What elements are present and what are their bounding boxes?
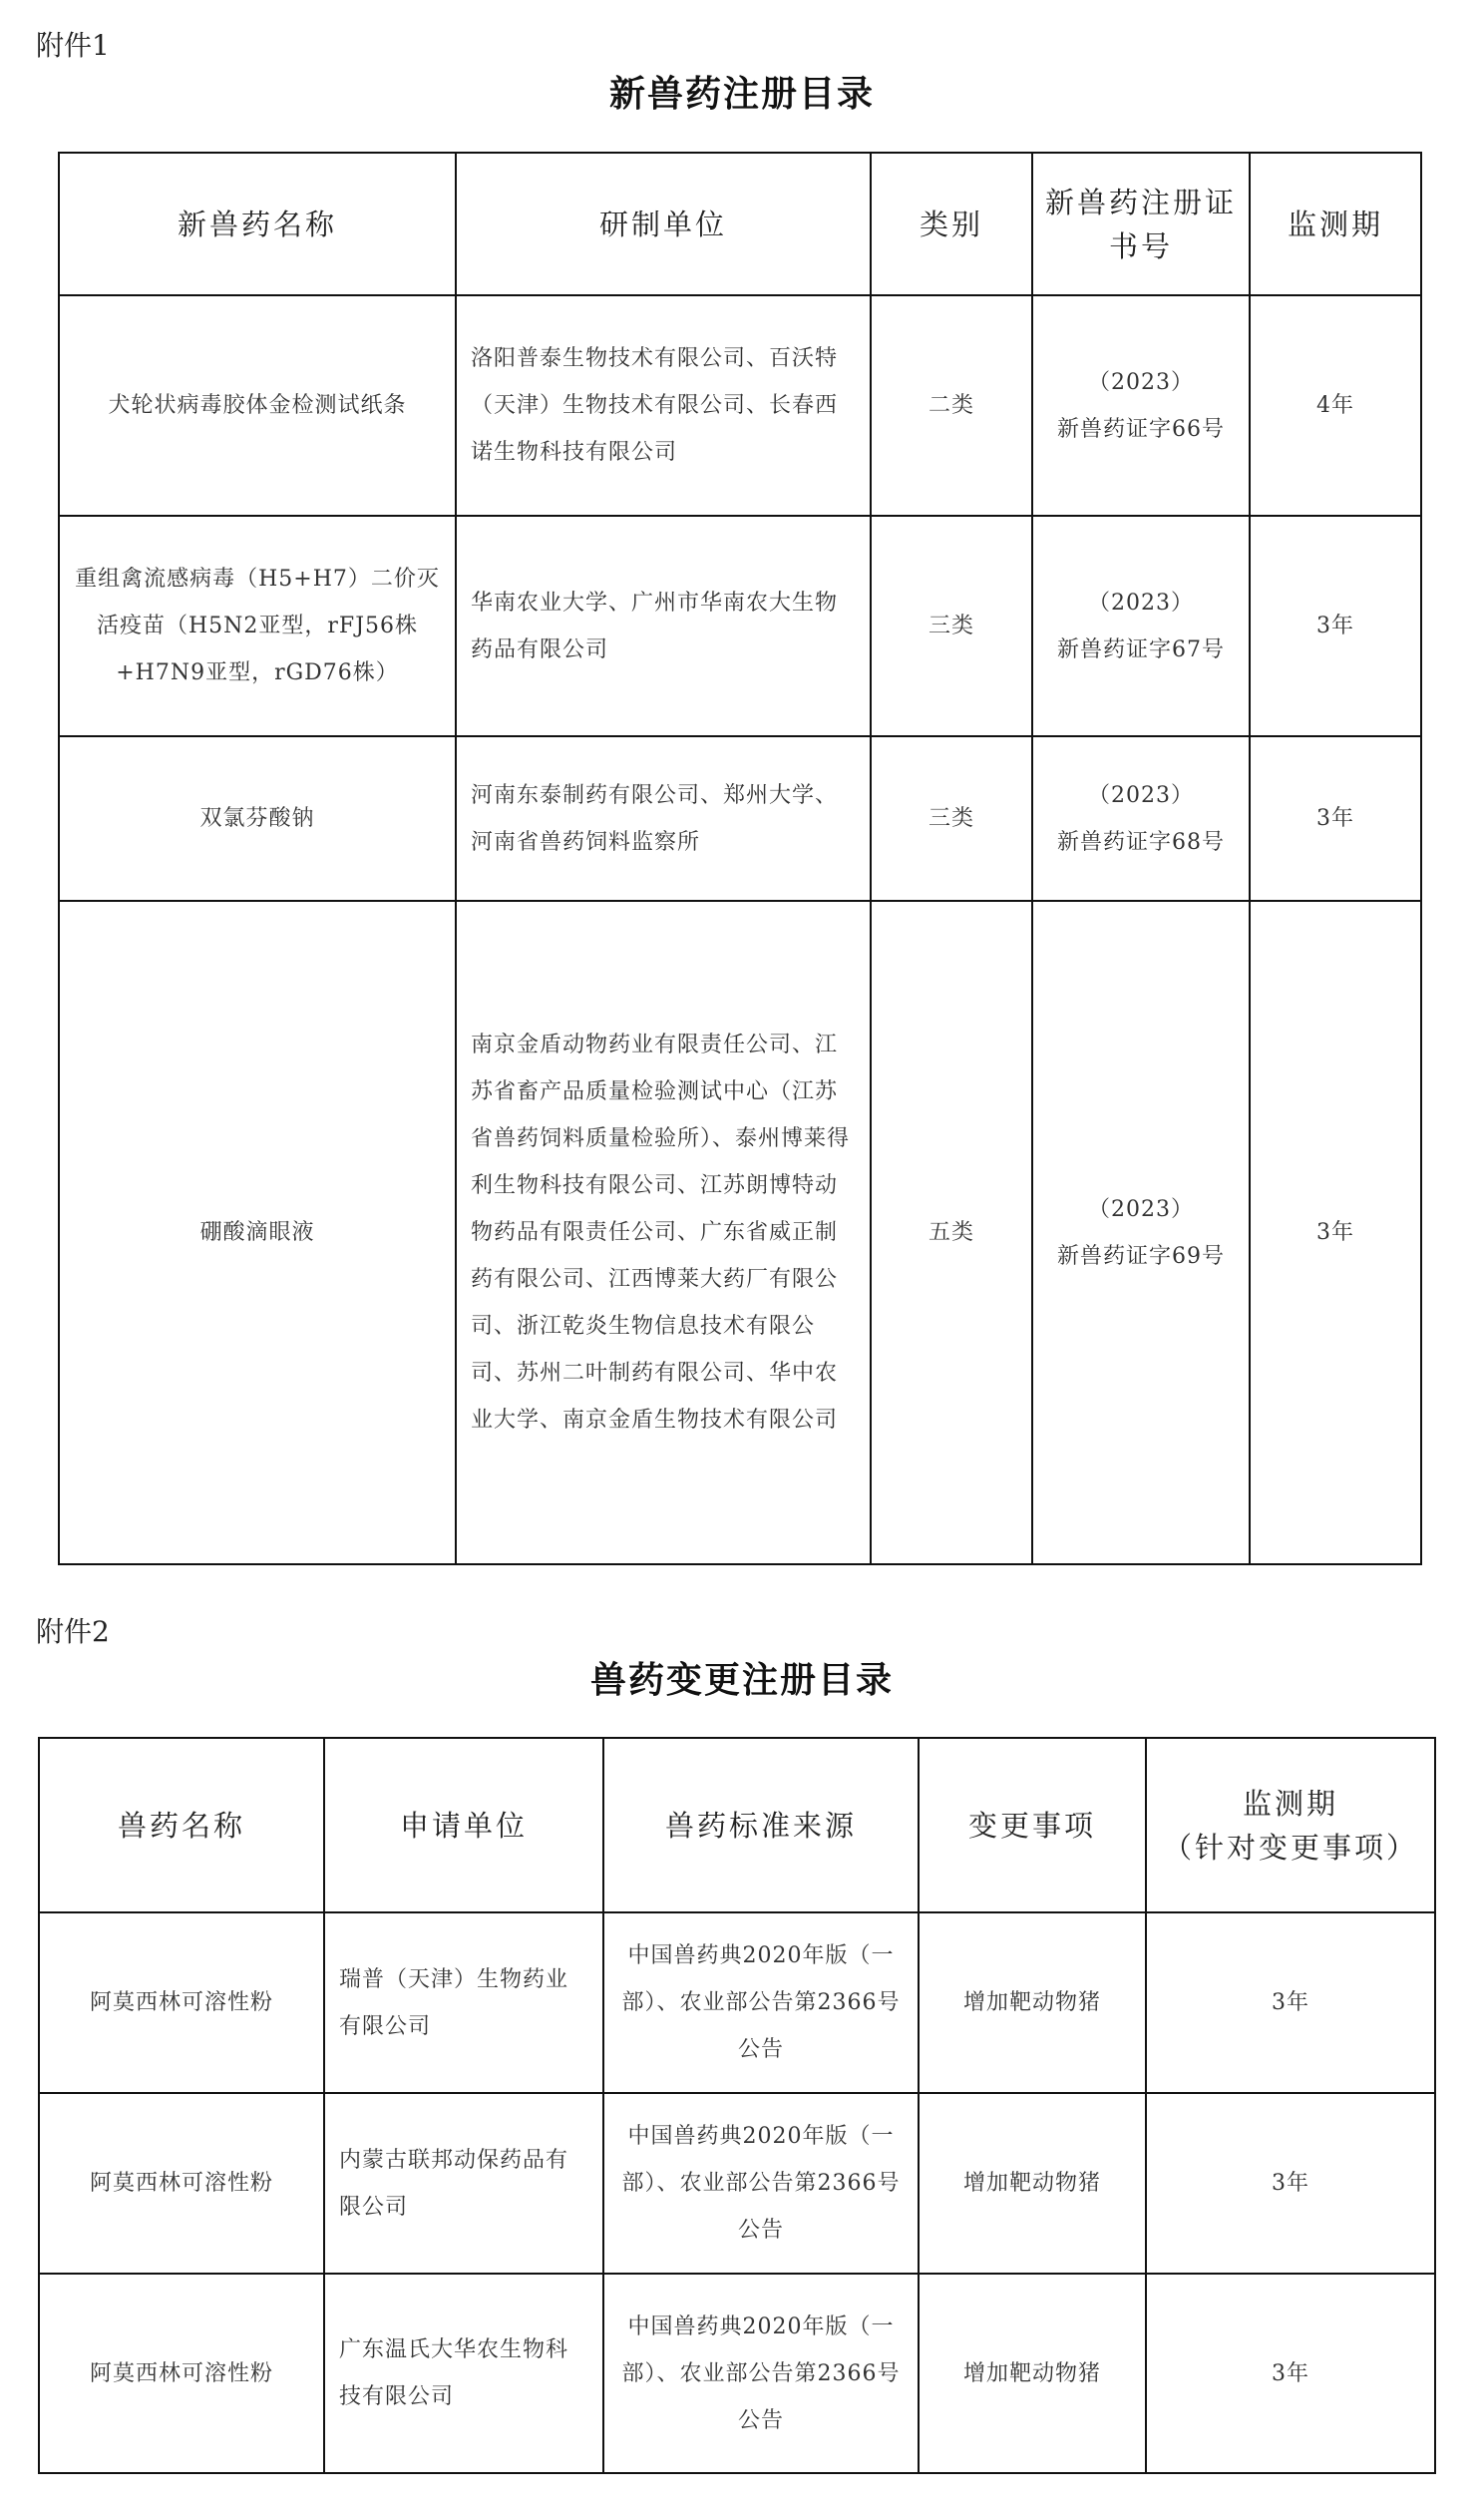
cert-number: 新兽药证字69号 <box>1057 1243 1225 1269</box>
cert-year: （2023） <box>1088 1196 1194 1222</box>
attachment2-label: 附件2 <box>36 1615 110 1648</box>
table-header-row <box>39 1738 1435 1912</box>
drug-name-cell: 阿莫西林可溶性粉 <box>39 2274 324 2473</box>
drug-name-cell: 阿莫西林可溶性粉 <box>39 1912 324 2093</box>
period-cell: 4年 <box>1250 295 1421 516</box>
header-change-item: 变更事项 <box>919 1738 1146 1912</box>
header-monitor-period <box>1146 1738 1435 1912</box>
table-row <box>59 736 1421 901</box>
cert-year: （2023） <box>1088 782 1194 808</box>
cert-year: （2023） <box>1088 590 1194 616</box>
applicant-cell: 广东温氏大华农生物科技有限公司 <box>324 2274 603 2473</box>
header-drug-name: 新兽药名称 <box>59 153 456 295</box>
period-cell: 3年 <box>1146 2093 1435 2274</box>
header-category: 类别 <box>871 153 1032 295</box>
period-cell: 3年 <box>1250 901 1421 1564</box>
cert-number: 新兽药证字68号 <box>1057 829 1225 855</box>
table-row <box>59 295 1421 516</box>
new-drug-table <box>58 152 1422 1565</box>
attachment2-title: 兽药变更注册目录 <box>589 1659 894 1701</box>
standard-source-cell: 中国兽药典2020年版（一部）、农业部公告第2366号公告 <box>603 2093 919 2274</box>
developer-cell: 南京金盾动物药业有限责任公司、江苏省畜产品质量检验测试中心（江苏省兽药饲料质量检验所）、泰州博莱得利生物科技有限公司、江苏朗博特动物药品有限责任公司、广东省威正制药有限公司、江西博莱大药厂有限公司、浙江乾炎生物信息技术有限公司、苏州二叶制药有限公司、华中农业大学、南京金盾生物技术有限公司 <box>456 901 871 1564</box>
table-row <box>59 901 1421 1564</box>
attachment1-label: 附件1 <box>36 29 110 62</box>
applicant-cell: 瑞普（天津）生物药业有限公司 <box>324 1912 603 2093</box>
category-cell: 三类 <box>871 736 1032 901</box>
header-applicant: 申请单位 <box>324 1738 603 1912</box>
attachment1-title: 新兽药注册目录 <box>608 73 875 115</box>
cert-number: 新兽药证字66号 <box>1057 416 1225 442</box>
period-cell: 3年 <box>1146 1912 1435 2093</box>
developer-cell: 河南东泰制药有限公司、郑州大学、河南省兽药饲料监察所 <box>456 736 871 901</box>
header-standard-source: 兽药标准来源 <box>603 1738 919 1912</box>
category-cell: 二类 <box>871 295 1032 516</box>
change-item-cell: 增加靶动物猪 <box>919 1912 1146 2093</box>
cert-cell <box>1032 736 1250 901</box>
drug-name-cell: 重组禽流感病毒（H5+H7）二价灭活疫苗（H5N2亚型，rFJ56株+H7N9亚型，rGD76株） <box>59 516 456 736</box>
change-item-cell: 增加靶动物猪 <box>919 2274 1146 2473</box>
category-cell: 三类 <box>871 516 1032 736</box>
period-cell: 3年 <box>1250 736 1421 901</box>
table-row <box>39 2093 1435 2274</box>
applicant-cell: 内蒙古联邦动保药品有限公司 <box>324 2093 603 2274</box>
cert-cell <box>1032 901 1250 1564</box>
table-header-row <box>59 153 1421 295</box>
standard-source-cell: 中国兽药典2020年版（一部）、农业部公告第2366号公告 <box>603 2274 919 2473</box>
header-monitor-period: 监测期 <box>1250 153 1421 295</box>
category-cell: 五类 <box>871 901 1032 1564</box>
change-registration-table <box>38 1737 1436 2474</box>
change-item-cell: 增加靶动物猪 <box>919 2093 1146 2274</box>
header-cert-number: 新兽药注册证书号 <box>1032 153 1250 295</box>
cert-number: 新兽药证字67号 <box>1057 636 1225 662</box>
period-cell: 3年 <box>1146 2274 1435 2473</box>
standard-source-cell: 中国兽药典2020年版（一部）、农业部公告第2366号公告 <box>603 1912 919 2093</box>
header-developer: 研制单位 <box>456 153 871 295</box>
cert-year: （2023） <box>1088 369 1194 395</box>
cert-cell <box>1032 516 1250 736</box>
drug-name-cell: 犬轮状病毒胶体金检测试纸条 <box>59 295 456 516</box>
developer-cell: 洛阳普泰生物技术有限公司、百沃特（天津）生物技术有限公司、长春西诺生物科技有限公司 <box>456 295 871 516</box>
drug-name-cell: 双氯芬酸钠 <box>59 736 456 901</box>
table-row <box>59 516 1421 736</box>
cert-cell <box>1032 295 1250 516</box>
header-drug-name: 兽药名称 <box>39 1738 324 1912</box>
period-cell: 3年 <box>1250 516 1421 736</box>
table-row <box>39 1912 1435 2093</box>
header-monitor-period-line2: （针对变更事项） <box>1162 1830 1418 1865</box>
header-monitor-period-line1: 监测期 <box>1242 1786 1338 1821</box>
drug-name-cell: 阿莫西林可溶性粉 <box>39 2093 324 2274</box>
developer-cell: 华南农业大学、广州市华南农大生物药品有限公司 <box>456 516 871 736</box>
drug-name-cell: 硼酸滴眼液 <box>59 901 456 1564</box>
table-row <box>39 2274 1435 2473</box>
